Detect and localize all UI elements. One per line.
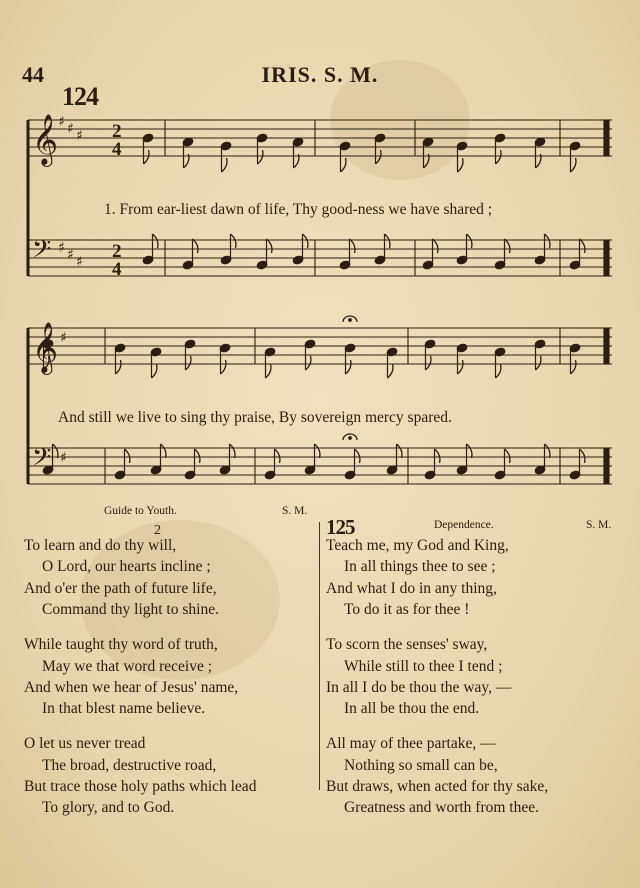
- final-bar: [604, 328, 609, 364]
- note-flag: [355, 449, 360, 463]
- note-flag: [545, 444, 550, 458]
- note-flag: [315, 444, 320, 458]
- hymn-text-right: [326, 505, 626, 817]
- treble-clef: 𝄞: [32, 114, 59, 165]
- bass-clef: 𝄢: [32, 235, 52, 270]
- hymn-text-left: [24, 505, 319, 817]
- lyric-line: And still we live to sing thy praise, By sovereign mercy spared.: [58, 409, 452, 426]
- time-signature: 2: [112, 121, 122, 142]
- note-flag: [580, 239, 585, 253]
- note-flag: [397, 444, 402, 458]
- note-flag: [346, 360, 351, 374]
- note-flag: [580, 449, 585, 463]
- note-flag: [221, 360, 226, 374]
- hymn-subject: Dependence.: [434, 519, 494, 531]
- verse-line: While still to thee I tend ;: [344, 657, 503, 675]
- verse-number: 2: [154, 523, 161, 538]
- hymn-number: 124: [62, 82, 98, 111]
- note-flag: [458, 158, 463, 172]
- note-flag: [536, 356, 541, 370]
- fermata-dot: [349, 437, 352, 440]
- verse-line: Nothing so small can be,: [344, 756, 498, 774]
- verse-line: O Lord, our hearts incline ;: [42, 558, 211, 576]
- verse-line: In all I do be thou the way, —: [326, 678, 512, 696]
- verse-line: Teach me, my God and King,: [326, 537, 509, 554]
- time-signature: 4: [112, 259, 122, 280]
- note-flag: [258, 150, 263, 164]
- note-flag: [435, 449, 440, 463]
- verse-line: While taught thy word of truth,: [24, 636, 218, 654]
- note-flag: [496, 364, 501, 378]
- note-flag: [433, 239, 438, 253]
- verse-line: To learn and do thy will,: [24, 537, 177, 554]
- verse-line: Greatness and worth from thee.: [344, 799, 539, 817]
- note-flag: [125, 449, 130, 463]
- note-flag: [505, 239, 510, 253]
- final-bar: [604, 240, 609, 276]
- note-flag: [571, 360, 576, 374]
- note-flag: [222, 158, 227, 172]
- note-flag: [153, 234, 158, 248]
- note-flag: [144, 150, 149, 164]
- note-flag: [230, 444, 235, 458]
- sharp-sign: ♯: [76, 254, 83, 270]
- verse-line: To glory, and to God.: [42, 799, 175, 817]
- verse-line: To do it as for thee !: [344, 600, 470, 618]
- note-flag: [303, 234, 308, 248]
- hymn-number: 125: [326, 515, 355, 539]
- verse-line: To scorn the senses' sway,: [326, 636, 488, 654]
- tune-title: IRIS. S. M.: [261, 62, 379, 87]
- note-flag: [116, 360, 121, 374]
- sharp-sign: ♯: [67, 121, 74, 137]
- verse-line: All may of thee partake, —: [326, 735, 496, 753]
- sharp-sign: ♯: [67, 247, 74, 263]
- sharp-sign: ♯: [58, 240, 65, 256]
- verse-line: O let us never tread: [24, 735, 146, 753]
- note-flag: [53, 444, 58, 458]
- note-flag: [505, 449, 510, 463]
- page-number: 44: [22, 62, 44, 87]
- note-flag: [496, 150, 501, 164]
- note-flag: [385, 234, 390, 248]
- verse-line: Command thy light to shine.: [42, 600, 219, 618]
- note-flag: [195, 449, 200, 463]
- sharp-sign: ♯: [60, 450, 67, 466]
- note-flag: [193, 239, 198, 253]
- verse-line: And o'er the path of future life,: [24, 579, 217, 597]
- verse-line: And what I do in any thing,: [326, 579, 497, 597]
- verse-line: In all things thee to see ;: [344, 558, 496, 576]
- note-flag: [426, 356, 431, 370]
- hymn-meter: S. M.: [586, 519, 612, 531]
- verse-line: In that blest name believe.: [42, 700, 206, 718]
- note-flag: [376, 150, 381, 164]
- verse-line: The broad, destructive road,: [42, 756, 217, 774]
- hymn-subject: Guide to Youth.: [104, 505, 177, 517]
- verse-line: But trace those holy paths which lead: [24, 778, 257, 795]
- note-flag: [467, 234, 472, 248]
- bass-clef: 𝄢: [32, 443, 52, 478]
- note-flag: [458, 360, 463, 374]
- fermata-dot: [349, 319, 352, 322]
- note-flag: [341, 158, 346, 172]
- column-divider: [319, 522, 320, 790]
- note-flag: [152, 364, 157, 378]
- verse-line: But draws, when acted for thy sake,: [326, 778, 549, 795]
- note-flag: [467, 444, 472, 458]
- verse-line: May we that word receive ;: [42, 657, 213, 675]
- note-flag: [571, 158, 576, 172]
- final-bar: [604, 448, 609, 484]
- note-flag: [231, 234, 236, 248]
- time-signature: 4: [112, 139, 122, 160]
- note-flag: [266, 364, 271, 378]
- note-flag: [161, 444, 166, 458]
- lyric-line: 1. From ear-liest dawn of life, Thy good-ness we have shared ;: [104, 201, 493, 218]
- sharp-sign: ♯: [58, 114, 65, 130]
- note-flag: [186, 356, 191, 370]
- treble-clef: 𝄞: [32, 322, 59, 373]
- verse-line: In all be thou the end.: [344, 700, 480, 718]
- hymn-meter: S. M.: [282, 505, 308, 517]
- sharp-sign: ♯: [76, 128, 83, 144]
- time-signature: 2: [112, 241, 122, 262]
- note-flag: [545, 234, 550, 248]
- sharp-sign: ♯: [60, 330, 67, 346]
- note-flag: [306, 356, 311, 370]
- note-flag: [267, 239, 272, 253]
- final-bar: [604, 120, 609, 156]
- note-flag: [388, 364, 393, 378]
- verse-line: And when we hear of Jesus' name,: [24, 678, 239, 696]
- note-flag: [350, 239, 355, 253]
- note-flag: [275, 449, 280, 463]
